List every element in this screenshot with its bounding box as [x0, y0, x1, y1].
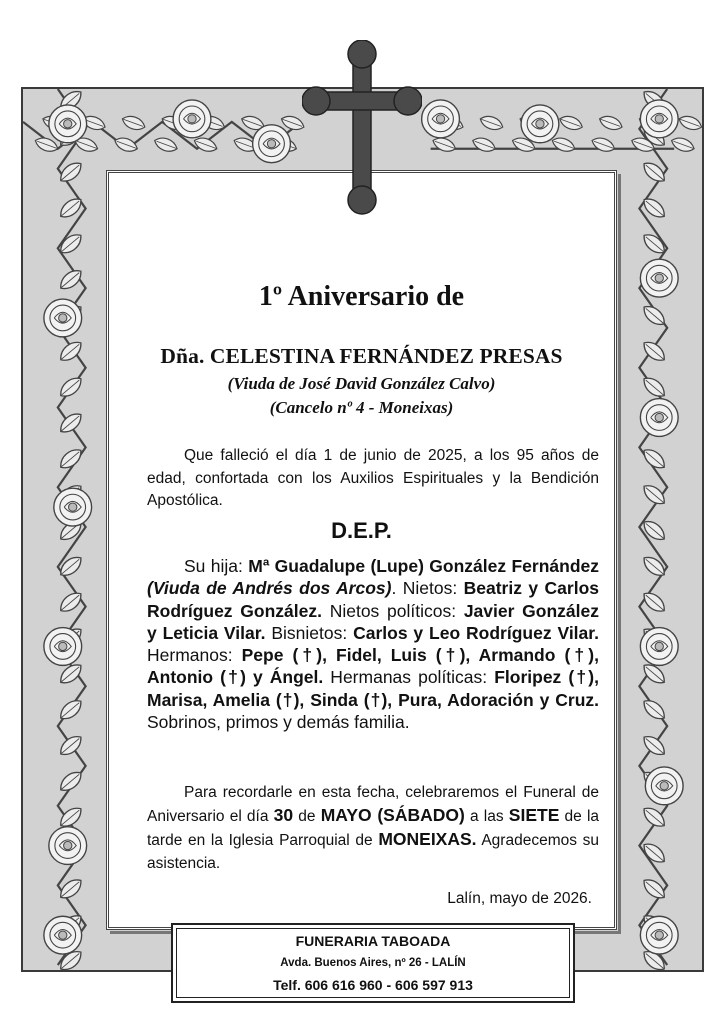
funeral-run: SIETE: [508, 805, 560, 825]
funeral-run: de la tarde en la Iglesia Parroquial de: [147, 808, 600, 849]
deceased-name: Dña. CELESTINA FERNÁNDEZ PRESAS: [160, 344, 563, 368]
funeral-run: de: [293, 808, 321, 825]
funeral-run: Para recordarle en esta fecha, celebraremos el Funeral de Aniversario el día: [147, 784, 599, 825]
funeral-home-name: FUNERARIA TABOADA: [295, 933, 451, 949]
obituary-panel: [106, 170, 617, 930]
cross-icon: [302, 40, 422, 215]
deceased-address: (Cancelo nº 4 - Moneixas): [269, 398, 454, 417]
family-run: Su hija:: [184, 556, 249, 576]
funeral-run: a las: [464, 808, 509, 825]
family-run: Beatriz y Carlos Rodríguez González.: [147, 578, 600, 621]
funeral-home-box: [171, 923, 575, 1003]
family-run: Bisnietos:: [265, 622, 354, 643]
family-run: Javier González y Leticia Vilar.: [147, 600, 599, 643]
funeral-home-address: Avda. Buenos Aires, nº 26 - LALÍN: [280, 957, 466, 969]
family-list: [147, 555, 599, 733]
funeral-details: [147, 781, 599, 875]
dep-heading: D.E.P.: [331, 518, 392, 543]
family-run: Nietos políticos:: [321, 600, 464, 621]
family-run: Hermanas políticas:: [323, 667, 495, 688]
family-run: Mª Guadalupe (Lupe) González Fernández: [248, 556, 599, 576]
funeral-run: MAYO (SÁBADO): [320, 805, 465, 825]
anniversary-title: 1º Aniversario de: [258, 281, 465, 312]
family-run: Pepe (†), Fidel, Luis (†), Armando (†), Antonio (†) y Ángel.: [147, 645, 599, 688]
widow-of: (Viuda de José David González Calvo): [227, 374, 496, 393]
funeral-run: 30: [273, 805, 294, 825]
funeral-run: MONEIXAS.: [378, 829, 477, 849]
funeral-run: Agradecemos su asistencia.: [147, 832, 600, 872]
place-date: Lalín, mayo de 2026.: [447, 890, 592, 907]
family-run: Floripez (†), Marisa, Amelia (†), Sinda (†), Pura, Adoración y Cruz.: [147, 667, 600, 710]
family-run: (Viuda de Andrés dos Arcos): [147, 578, 392, 599]
family-run: . Nietos:: [391, 578, 464, 599]
family-run: Hermanos:: [147, 645, 242, 666]
family-run: Sobrinos, primos y demás familia.: [147, 712, 410, 733]
death-notice-text: Que falleció el día 1 de junio de 2025, a los 95 años de edad, confortada con los Auxilios Espirituales y la Bendición Apostólica.: [147, 447, 599, 509]
family-run: Carlos y Leo Rodríguez Vilar.: [353, 622, 599, 643]
funeral-home-phone: Telf. 606 616 960 - 606 597 913: [273, 977, 473, 993]
